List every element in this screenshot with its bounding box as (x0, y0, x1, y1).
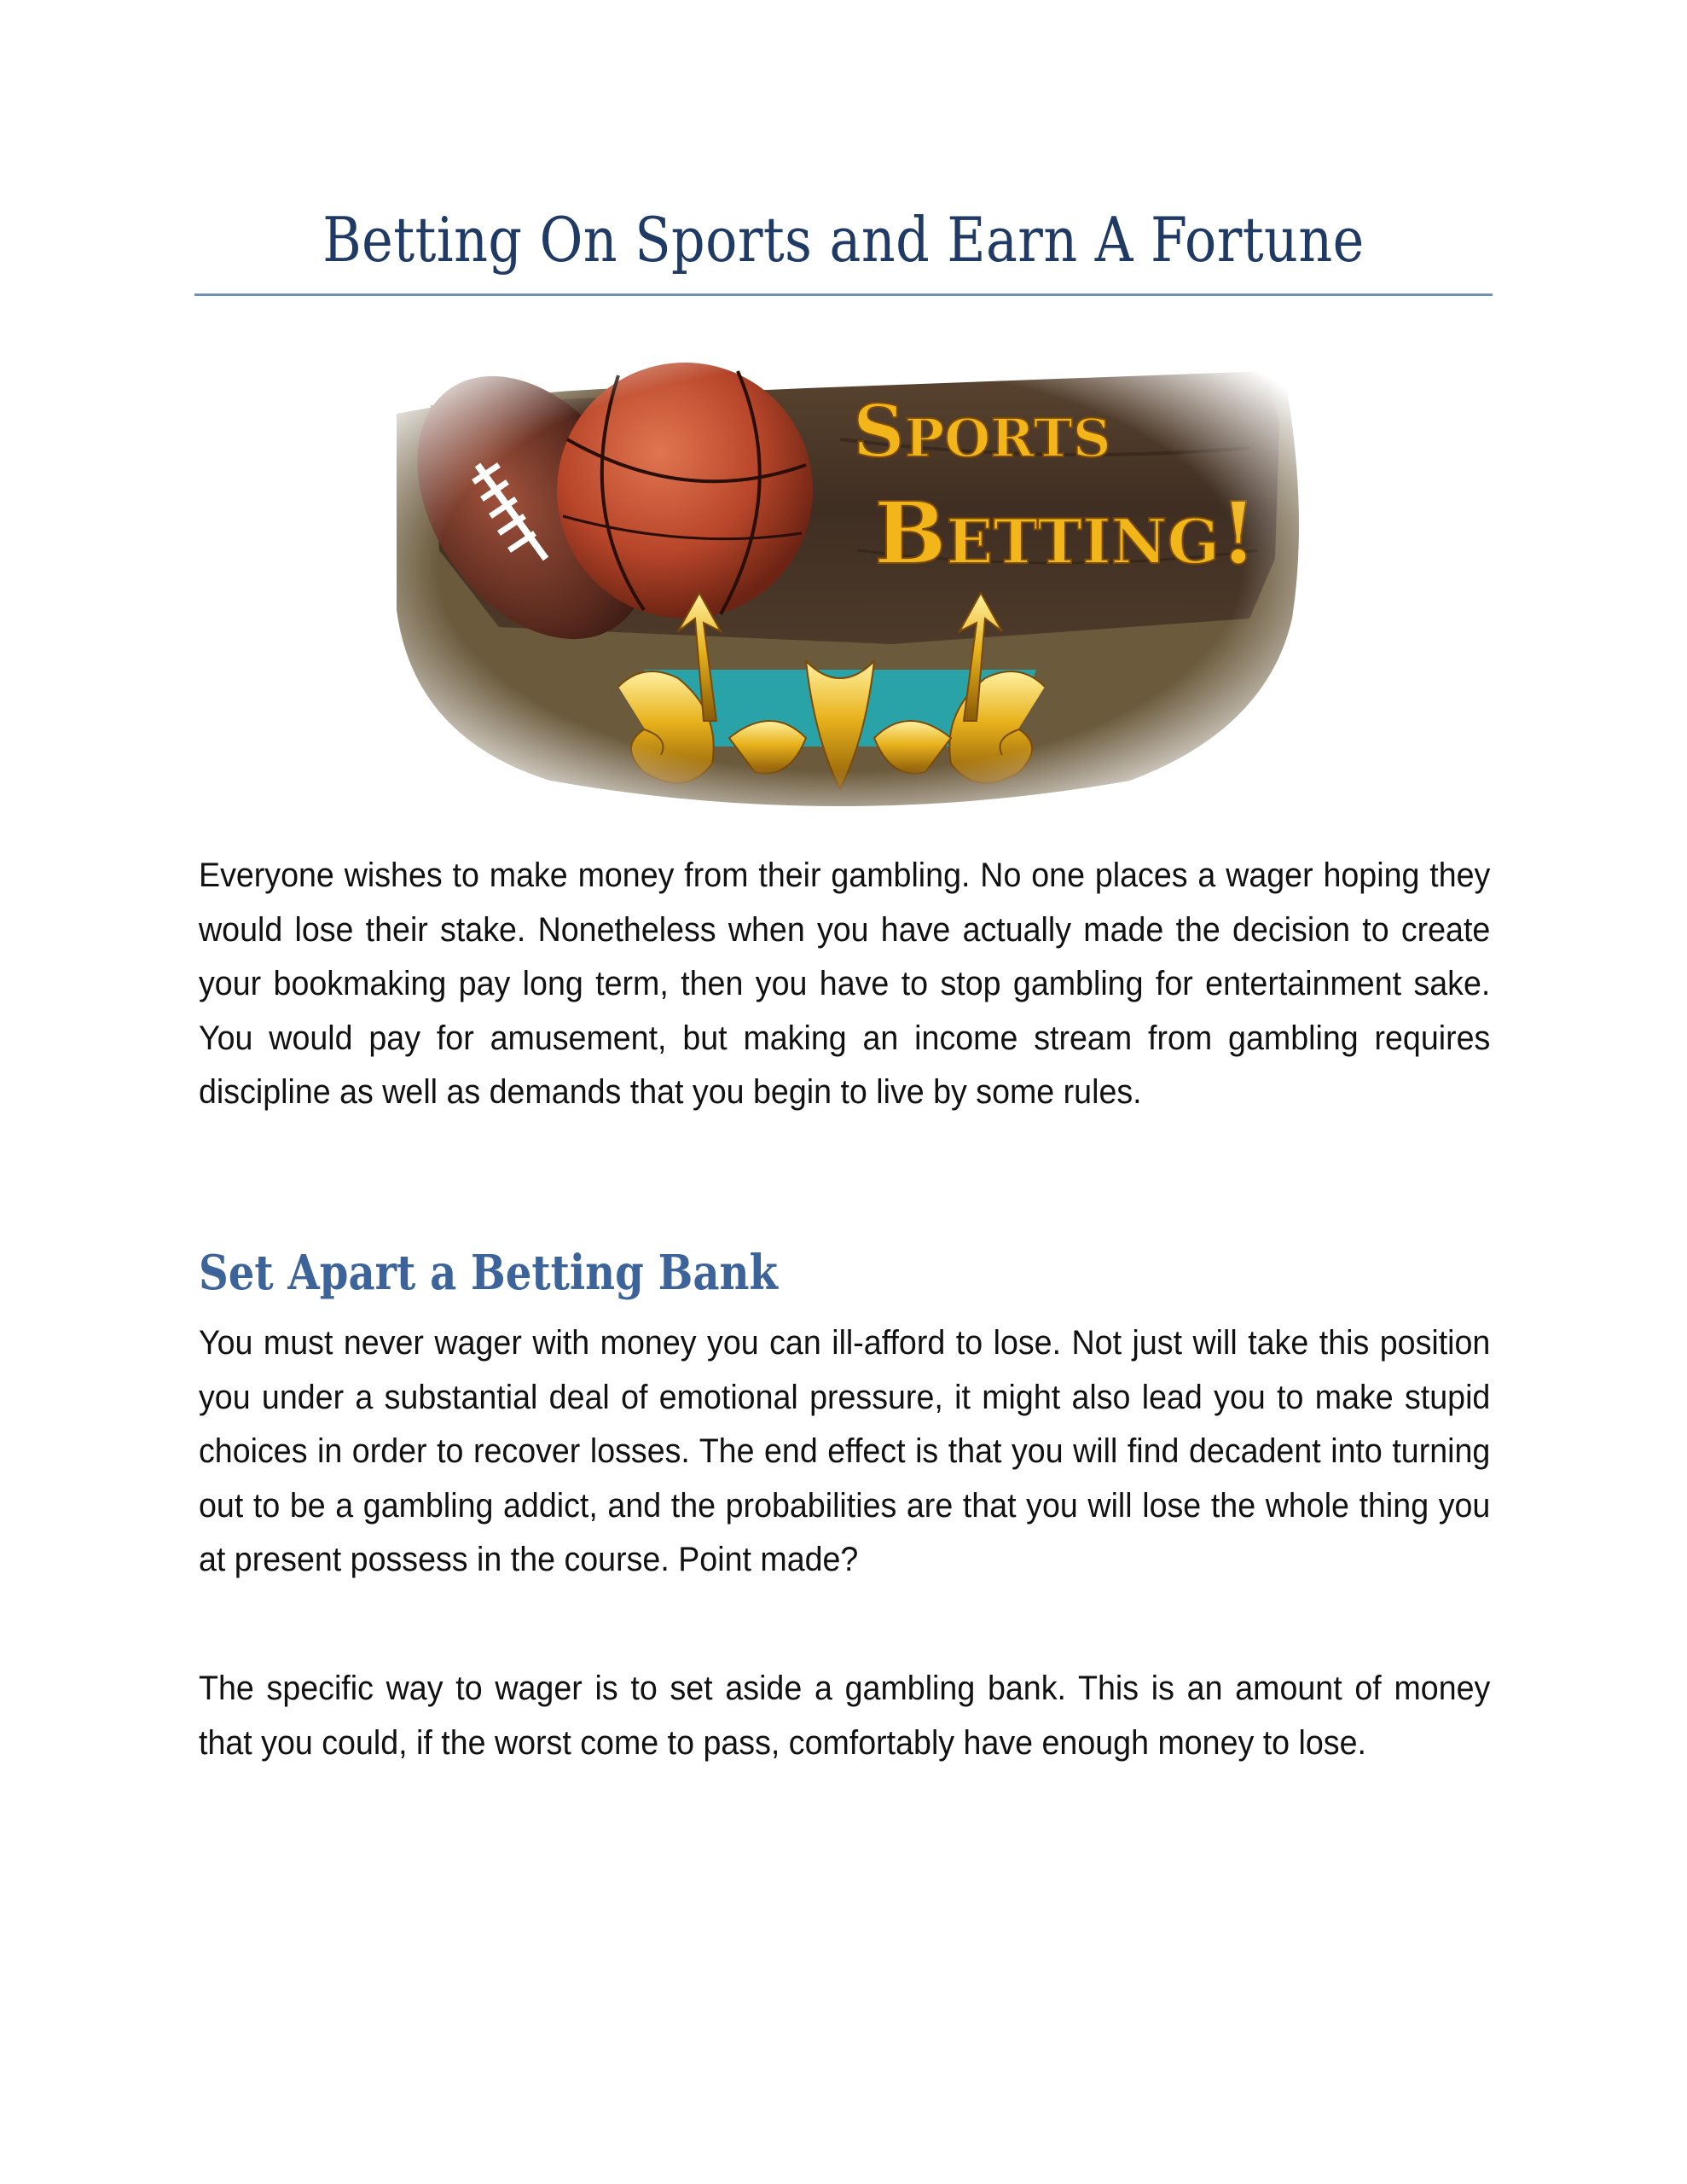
section-paragraph: The specific way to wager is to set aside a gambling bank. This is an amount of money that you could, if the worst come to pass, comfortably have enough money to lose. (199, 1670, 1491, 1762)
document-title: Betting On Sports and Earn A Fortune (322, 204, 1365, 276)
sports-betting-banner-image (362, 337, 1318, 819)
intro-paragraph: Everyone wishes to make money from their gambling. No one places a wager hoping they would lose their stake. Nonetheless when you have actually made the decision to create your bookmaking pay long term, then you have to stop gambling for entertainment sake. You would pay for amusement, but making an income stream from gambling requires discipline as well as demands that you begin to live by some rules. (199, 857, 1491, 1111)
section-paragraph: You must never wager with money you can ill-afford to lose. Not just will take this position you under a substantial deal of emotional pressure, it might also lead you to make stupid choices in order to recover losses. The end effect is that you will find decadent into turning out to be a gambling addict, and the probabilities are that you will lose the whole thing you at present possess in the course. Point made? (199, 1324, 1491, 1578)
title-underline-divider (194, 293, 1493, 296)
sports-betting-illustration (362, 337, 1318, 819)
section-heading-betting-bank: Set Apart a Betting Bank (199, 1245, 778, 1301)
